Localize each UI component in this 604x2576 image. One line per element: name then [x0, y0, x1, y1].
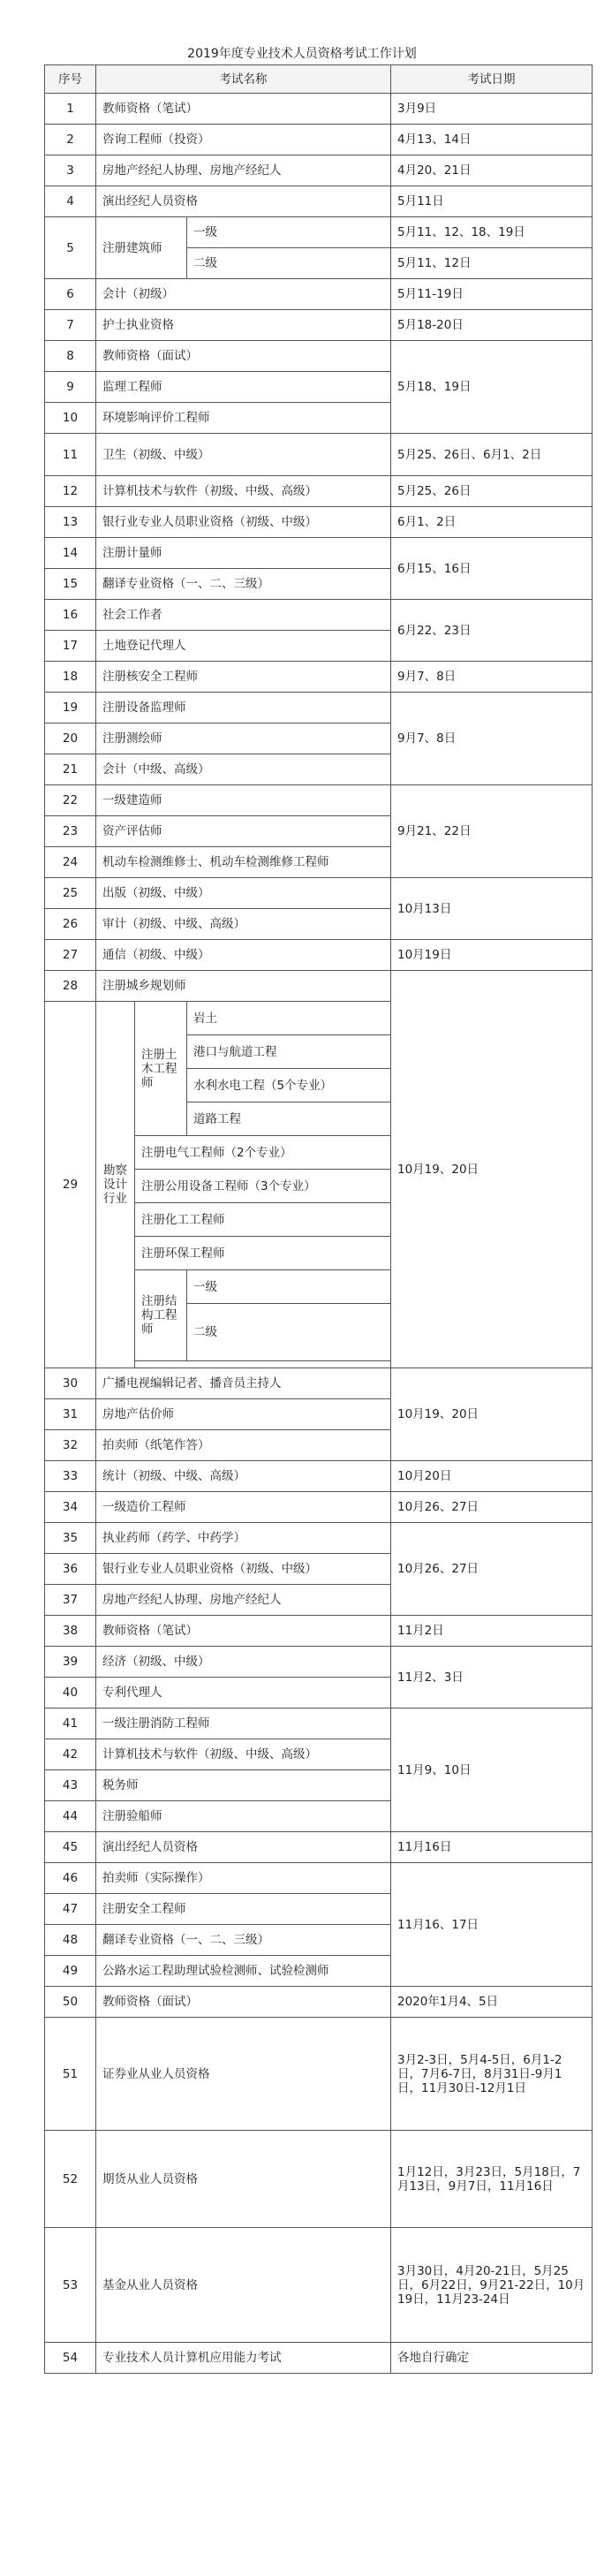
table-row — [45, 1461, 593, 1492]
table-row — [45, 662, 593, 693]
exam-name: 证券业从业人员资格 — [96, 2018, 391, 2131]
row-no: 12 — [45, 476, 96, 507]
exam-date: 11月2、3日 — [391, 1647, 593, 1708]
exam-name: 经济（初级、中级） — [96, 1647, 391, 1678]
exam-name: 公路水运工程助理试验检测师、试验检测师 — [96, 1956, 391, 1987]
row-no: 2 — [45, 125, 96, 155]
exam-date: 5月18-20日 — [391, 310, 593, 341]
header-date: 考试日期 — [391, 65, 593, 94]
row-no: 48 — [45, 1925, 96, 1956]
exam-date: 3月30日，4月20-21日，5月25日，6月22日，9月21-22日，10月19日，11月23-24日 — [391, 2228, 593, 2343]
exam-name: 注册安全工程师 — [96, 1894, 391, 1925]
exam-name: 注册化工工程师 — [135, 1203, 391, 1237]
row-no: 4 — [45, 186, 96, 217]
table-row — [45, 971, 593, 1002]
row-no: 44 — [45, 1801, 96, 1832]
exam-name: 审计（初级、中级、高级） — [96, 909, 391, 940]
row-no: 40 — [45, 1678, 96, 1708]
table-row — [45, 1523, 593, 1554]
exam-level: 一级 — [187, 217, 391, 248]
row-no: 19 — [45, 693, 96, 724]
exam-name: 基金从业人员资格 — [96, 2228, 391, 2343]
row-no: 38 — [45, 1616, 96, 1647]
exam-name: 教师资格（面试） — [96, 1987, 391, 2018]
exam-name: 注册验船师 — [96, 1801, 391, 1832]
exam-date: 9月21、22日 — [391, 785, 593, 878]
row-no: 43 — [45, 1770, 96, 1801]
civil-engineer: 注册土木工程师 — [135, 1002, 187, 1136]
exam-name: 注册环保工程师 — [135, 1237, 391, 1270]
exam-date: 1月12日，3月23日，5月18日，7月13日，9月7日，11月16日 — [391, 2131, 593, 2228]
exam-date: 5月18、19日 — [391, 341, 593, 434]
exam-name: 机动车检测维修士、机动车检测维修工程师 — [96, 847, 391, 878]
row-no: 29 — [45, 1002, 96, 1368]
exam-name: 拍卖师（纸笔作答） — [96, 1430, 391, 1461]
exam-name: 注册设备监理师 — [96, 693, 391, 724]
row-no: 41 — [45, 1708, 96, 1739]
exam-name: 一级造价工程师 — [96, 1492, 391, 1523]
exam-name: 注册核安全工程师 — [96, 662, 391, 693]
exam-level: 二级 — [187, 1304, 391, 1361]
exam-date: 10月26、27日 — [391, 1492, 593, 1523]
exam-name: 银行业专业人员职业资格（初级、中级） — [96, 1554, 391, 1585]
exam-date: 11月16、17日 — [391, 1863, 593, 1987]
row-no: 39 — [45, 1647, 96, 1678]
exam-name: 专业技术人员计算机应用能力考试 — [96, 2343, 391, 2374]
table-row — [45, 693, 593, 724]
exam-name: 注册测绘师 — [96, 724, 391, 754]
exam-name: 演出经纪人员资格 — [96, 186, 391, 217]
row-no: 28 — [45, 971, 96, 1002]
row-no: 26 — [45, 909, 96, 940]
table-row — [45, 2131, 593, 2228]
row-no: 20 — [45, 724, 96, 754]
exam-name: 注册计量师 — [96, 538, 391, 569]
document-title: 2019年度专业技术人员资格考试工作计划 — [187, 47, 417, 61]
table-row — [45, 940, 593, 971]
table-row — [45, 2018, 593, 2131]
exam-name: 演出经纪人员资格 — [96, 1832, 391, 1863]
row-no: 18 — [45, 662, 96, 693]
exam-name: 银行业专业人员职业资格（初级、中级） — [96, 507, 391, 538]
exam-date: 各地自行确定 — [391, 2343, 593, 2374]
exam-name: 注册建筑师 — [96, 217, 187, 279]
table-row — [45, 434, 593, 476]
exam-date: 11月16日 — [391, 1832, 593, 1863]
exam-date: 5月11-19日 — [391, 279, 593, 310]
exam-date: 5月11、12、18、19日 — [391, 217, 593, 248]
table-row — [45, 600, 593, 631]
exam-date: 3月2-3日，5月4-5日，6月1-2日，7月6-7日，8月31日-9月1日，11月30日-12月1日 — [391, 2018, 593, 2131]
exam-name: 翻译专业资格（一、二、三级） — [96, 569, 391, 600]
exam-sub: 岩土 — [187, 1002, 391, 1035]
row-no: 34 — [45, 1492, 96, 1523]
exam-date: 10月13日 — [391, 878, 593, 940]
row-no: 23 — [45, 816, 96, 847]
exam-date: 9月7、8日 — [391, 693, 593, 785]
exam-sub: 水利水电工程（5个专业） — [187, 1069, 391, 1102]
exam-date: 10月19、20日 — [391, 1368, 593, 1461]
exam-date: 6月15、16日 — [391, 538, 593, 600]
exam-date: 10月26、27日 — [391, 1523, 593, 1616]
exam-date: 5月25、26日 — [391, 476, 593, 507]
header-name: 考试名称 — [96, 65, 391, 94]
exam-name: 一级注册消防工程师 — [96, 1708, 391, 1739]
row-no: 51 — [45, 2018, 96, 2131]
row-no: 21 — [45, 754, 96, 785]
row-no: 16 — [45, 600, 96, 631]
table-row — [45, 155, 593, 186]
exam-name: 社会工作者 — [96, 600, 391, 631]
table-row — [45, 785, 593, 816]
exam-name: 执业药师（药学、中药学） — [96, 1523, 391, 1554]
exam-level: 一级 — [187, 1270, 391, 1304]
exam-name: 会计（中级、高级） — [96, 754, 391, 785]
exam-date: 9月7、8日 — [391, 662, 593, 693]
row-no: 47 — [45, 1894, 96, 1925]
row-no: 3 — [45, 155, 96, 186]
row-no: 9 — [45, 372, 96, 403]
row-no: 31 — [45, 1399, 96, 1430]
exam-name: 教师资格（笔试） — [96, 94, 391, 125]
table-row — [45, 2343, 593, 2374]
row-no: 50 — [45, 1987, 96, 2018]
exam-name: 卫生（初级、中级） — [96, 434, 391, 476]
exam-name: 通信（初级、中级） — [96, 940, 391, 971]
exam-date: 5月11、12日 — [391, 248, 593, 279]
row-no: 8 — [45, 341, 96, 372]
row-no: 13 — [45, 507, 96, 538]
exam-name: 专利代理人 — [96, 1678, 391, 1708]
row-no: 53 — [45, 2228, 96, 2343]
table-row — [45, 310, 593, 341]
row-no: 45 — [45, 1832, 96, 1863]
exam-name: 护士执业资格 — [96, 310, 391, 341]
table-row — [45, 878, 593, 909]
table-row — [45, 125, 593, 155]
exam-date: 2020年1月4、5日 — [391, 1987, 593, 2018]
table-row — [45, 538, 593, 569]
exam-name: 计算机技术与软件（初级、中级、高级） — [96, 1739, 391, 1770]
row-no: 5 — [45, 217, 96, 279]
header-no: 序号 — [45, 65, 96, 94]
table-row — [45, 1832, 593, 1863]
exam-name: 教师资格（面试） — [96, 341, 391, 372]
row-no: 42 — [45, 1739, 96, 1770]
row-no: 11 — [45, 434, 96, 476]
row-no: 54 — [45, 2343, 96, 2374]
exam-date: 10月20日 — [391, 1461, 593, 1492]
exam-date: 6月22、23日 — [391, 600, 593, 662]
exam-name: 咨询工程师（投资） — [96, 125, 391, 155]
exam-level: 二级 — [187, 248, 391, 279]
exam-name: 环境影响评价工程师 — [96, 403, 391, 434]
table-row — [45, 1863, 593, 1894]
exam-name: 翻译专业资格（一、二、三级） — [96, 1925, 391, 1956]
table-row — [45, 186, 593, 217]
exam-sub: 道路工程 — [187, 1102, 391, 1136]
row-no: 1 — [45, 94, 96, 125]
row-no: 35 — [45, 1523, 96, 1554]
exam-date: 10月19、20日 — [391, 971, 593, 1368]
table-row — [45, 1492, 593, 1523]
exam-date: 11月9、10日 — [391, 1708, 593, 1832]
exam-date: 4月20、21日 — [391, 155, 593, 186]
table-row — [45, 476, 593, 507]
exam-date: 3月9日 — [391, 94, 593, 125]
row-no: 33 — [45, 1461, 96, 1492]
exam-name: 统计（初级、中级、高级） — [96, 1461, 391, 1492]
table-row — [45, 1368, 593, 1399]
row-no: 37 — [45, 1585, 96, 1616]
exam-date: 11月2日 — [391, 1616, 593, 1647]
exam-name: 房地产经纪人协理、房地产经纪人 — [96, 1585, 391, 1616]
exam-name: 期货从业人员资格 — [96, 2131, 391, 2228]
exam-name: 拍卖师（实际操作） — [96, 1863, 391, 1894]
row-no: 17 — [45, 631, 96, 662]
exam-name: 资产评估师 — [96, 816, 391, 847]
row-no: 6 — [45, 279, 96, 310]
exam-name: 一级建造师 — [96, 785, 391, 816]
exam-date: 10月19日 — [391, 940, 593, 971]
table-row — [45, 94, 593, 125]
table-row — [45, 341, 593, 372]
table-row — [45, 1708, 593, 1739]
table-row — [45, 1647, 593, 1678]
exam-name: 教师资格（笔试） — [96, 1616, 391, 1647]
exam-name: 房地产估价师 — [96, 1399, 391, 1430]
table-header-row — [45, 65, 593, 94]
exam-date: 6月1、2日 — [391, 507, 593, 538]
exam-date: 5月25、26日、6月1、2日 — [391, 434, 593, 476]
row-no: 15 — [45, 569, 96, 600]
exam-name: 出版（初级、中级） — [96, 878, 391, 909]
exam-name: 土地登记代理人 — [96, 631, 391, 662]
struct-engineer: 注册结构工程师 — [135, 1270, 187, 1361]
exam-name: 房地产经纪人协理、房地产经纪人 — [96, 155, 391, 186]
industry-group: 勘察设计行业 — [96, 1002, 135, 1368]
exam-name: 计算机技术与软件（初级、中级、高级） — [96, 476, 391, 507]
row-no: 46 — [45, 1863, 96, 1894]
row-no: 52 — [45, 2131, 96, 2228]
exam-sub: 港口与航道工程 — [187, 1035, 391, 1069]
row-no: 49 — [45, 1956, 96, 1987]
row-no: 7 — [45, 310, 96, 341]
row-no: 32 — [45, 1430, 96, 1461]
table-row — [45, 217, 593, 248]
exam-name: 注册城乡规划师 — [96, 971, 391, 1002]
exam-date: 4月13、14日 — [391, 125, 593, 155]
exam-name: 监理工程师 — [96, 372, 391, 403]
row-no: 30 — [45, 1368, 96, 1399]
exam-schedule-table — [44, 64, 593, 2374]
table-row — [45, 1987, 593, 2018]
row-no: 36 — [45, 1554, 96, 1585]
row-no: 27 — [45, 940, 96, 971]
row-no: 25 — [45, 878, 96, 909]
exam-name: 税务师 — [96, 1770, 391, 1801]
row-no: 14 — [45, 538, 96, 569]
table-row — [45, 279, 593, 310]
exam-name: 会计（初级） — [96, 279, 391, 310]
row-no: 22 — [45, 785, 96, 816]
row-no: 24 — [45, 847, 96, 878]
exam-name: 注册电气工程师（2个专业） — [135, 1136, 391, 1170]
exam-name: 注册公用设备工程师（3个专业） — [135, 1170, 391, 1203]
exam-date: 5月11日 — [391, 186, 593, 217]
table-row — [45, 1616, 593, 1647]
exam-name: 广播电视编辑记者、播音员主持人 — [96, 1368, 391, 1399]
table-row — [45, 507, 593, 538]
row-no: 10 — [45, 403, 96, 434]
table-row — [45, 2228, 593, 2343]
